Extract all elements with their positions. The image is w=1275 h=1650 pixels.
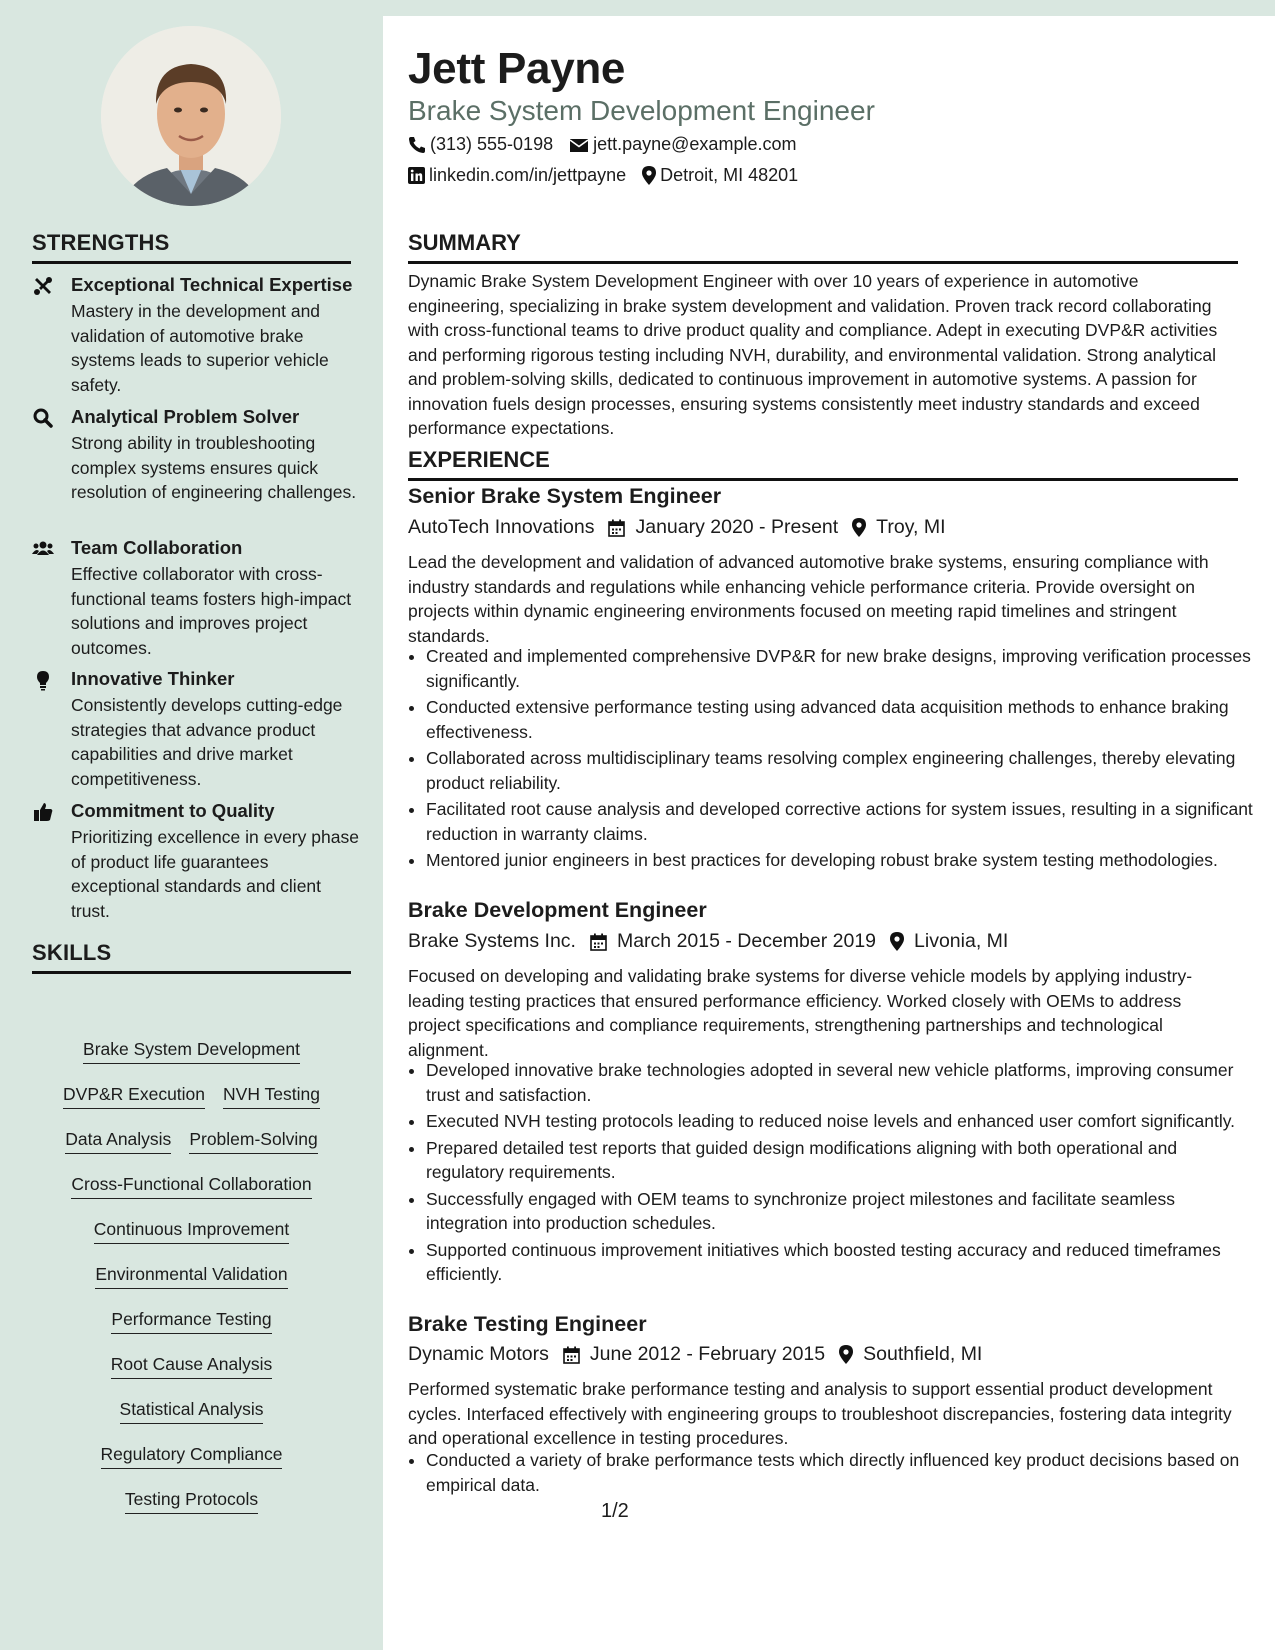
envelope-icon	[569, 137, 589, 153]
location-contact	[642, 165, 798, 186]
skill-tag: Cross-Functional Collaboration	[71, 1173, 311, 1199]
email-contact[interactable]	[569, 134, 796, 155]
summary-heading: SUMMARY	[408, 230, 1238, 264]
bullet-item: • Developed innovative brake technologies adopted in several new vehicle platforms, improving consumer trust and satisfaction.	[426, 1058, 1256, 1107]
bullet-item: • Collaborated across multidisciplinary teams resolving complex engineering challenges, thereby elevating product reliability.	[426, 746, 1256, 795]
job-description: Performed systematic brake performance testing and analysis to support essential product development cycles. Interfaced effectively with engineering groups to troubleshoot discrepancies, fostering data integrity and operational excellence in testing procedures.	[408, 1379, 1232, 1448]
job-title-header: Brake System Development Engineer	[408, 95, 875, 126]
job-bullets	[408, 644, 1256, 875]
job-meta	[408, 1343, 996, 1366]
linkedin-contact[interactable]	[408, 165, 626, 186]
strength-title: Commitment to Quality	[71, 800, 275, 821]
strength-title: Analytical Problem Solver	[71, 406, 300, 427]
page-number: 1/2	[601, 1500, 629, 1522]
map-pin-icon	[642, 166, 656, 185]
company-name: AutoTech Innovations	[408, 516, 595, 538]
phone-contact[interactable]	[408, 134, 553, 155]
job-title: Brake Development Engineer	[408, 898, 707, 922]
skill-tag: NVH Testing	[223, 1083, 320, 1109]
bullet-item: • Facilitated root cause analysis and developed corrective actions for system issues, resulting in a significant reduction in warranty claims.	[426, 797, 1256, 846]
bullet-item: • Conducted extensive performance testing using advanced data acquisition methods to enhance braking effectiveness.	[426, 695, 1256, 744]
bullet-item: • Successfully engaged with OEM teams to synchronize project milestones and facilitate seamless integration into production schedules.	[426, 1187, 1256, 1236]
thumbs-up-icon	[32, 801, 54, 823]
skill-tag: Statistical Analysis	[120, 1398, 264, 1424]
contact-row	[408, 134, 812, 155]
contact-row	[408, 165, 814, 186]
location-text: Detroit, MI 48201	[660, 165, 799, 185]
calendar-icon	[608, 519, 625, 537]
email-text: jett.payne@example.com	[593, 134, 797, 154]
bullet-item: • Mentored junior engineers in best practices for developing robust brake system testing methodologies.	[426, 848, 1256, 873]
strength-desc: Strong ability in troubleshooting complex systems ensures quick resolution of engineering challenges.	[71, 433, 357, 502]
candidate-name: Jett Payne	[408, 44, 626, 93]
company-name: Dynamic Motors	[408, 1343, 549, 1365]
bullet-item: • Executed NVH testing protocols leading to reduced noise levels and enhanced user comfort significantly.	[426, 1109, 1256, 1134]
bullet-item: • Prepared detailed test reports that guided design modifications aligning with both operational and regulatory requirements.	[426, 1136, 1256, 1185]
job-location: Troy, MI	[876, 516, 946, 538]
strength-title: Innovative Thinker	[71, 668, 235, 689]
skills-list	[32, 1038, 351, 1533]
map-pin-icon	[852, 518, 866, 537]
skill-tag: Testing Protocols	[125, 1488, 258, 1514]
linkedin-text: linkedin.com/in/jettpayne	[429, 165, 627, 185]
tools-icon	[32, 275, 54, 297]
phone-text: (313) 555-0198	[430, 134, 554, 154]
strength-desc: Mastery in the development and validation of automotive brake systems leads to superior vehicle safety.	[71, 301, 329, 395]
sidebar	[0, 0, 383, 1650]
linkedin-icon	[408, 167, 425, 184]
skill-tag: Data Analysis	[65, 1128, 171, 1154]
job-title: Brake Testing Engineer	[408, 1312, 647, 1336]
job-dates: January 2020 - Present	[635, 516, 839, 538]
job-description: Lead the development and validation of advanced automotive brake systems, ensuring compliance with industry standards and regulations while enhancing vehicle performance criteria. Provide oversight on projects within dynamic engineering environments focused on meeting rapid timelines and stringent standards.	[408, 552, 1209, 646]
skills-heading: SKILLS	[32, 940, 351, 974]
strength-title: Team Collaboration	[71, 537, 243, 558]
phone-icon	[408, 136, 426, 154]
map-pin-icon	[839, 1345, 853, 1364]
avatar	[101, 26, 281, 206]
bullet-item: • Supported continuous improvement initiatives which boosted testing accuracy and reduced timeframes efficiently.	[426, 1238, 1256, 1287]
job-description: Focused on developing and validating brake systems for diverse vehicle models by applying industry-leading testing practices that ensured performance efficiency. Worked closely with OEMs to address project specifications and compliance requirements, strengthening partnerships and technological alignment.	[408, 966, 1193, 1060]
summary-text: Dynamic Brake System Development Engineer with over 10 years of experience in automotive engineering, specializing in brake system development and validation. Proven track record collaborating with cross-functional teams to drive product quality and compliance. Adept in executing DVP&R activities and performing rigorous testing including NVH, durability, and environmental validation. Strong analytical and problem-solving skills, dedicated to continuous improvement in automotive systems. A passion for innovation fuels design processes, ensuring systems consistently meet industry standards and exceed performance expectations.	[408, 271, 1218, 438]
search-icon	[32, 407, 54, 429]
skill-tag: DVP&R Execution	[63, 1083, 205, 1109]
bullet-item: • Created and implemented comprehensive DVP&R for new brake designs, improving verification processes significantly.	[426, 644, 1256, 693]
skill-tag: Brake System Development	[83, 1038, 300, 1064]
calendar-icon	[563, 1346, 580, 1364]
company-name: Brake Systems Inc.	[408, 930, 576, 952]
skill-tag: Root Cause Analysis	[111, 1353, 272, 1379]
strength-desc: Effective collaborator with cross-functional teams fosters high-impact solutions and improves project outcomes.	[71, 564, 352, 658]
job-dates: March 2015 - December 2019	[616, 930, 877, 952]
job-meta	[408, 516, 960, 539]
job-dates: June 2012 - February 2015	[589, 1343, 826, 1365]
job-bullets	[408, 1058, 1256, 1289]
job-location: Southfield, MI	[863, 1343, 983, 1365]
skill-tag: Performance Testing	[111, 1308, 271, 1334]
skill-tag: Regulatory Compliance	[101, 1443, 283, 1469]
skill-tag: Environmental Validation	[95, 1263, 287, 1289]
job-location: Livonia, MI	[914, 930, 1009, 952]
skill-tag: Problem-Solving	[189, 1128, 317, 1154]
skill-tag: Continuous Improvement	[94, 1218, 290, 1244]
main-content	[383, 16, 1275, 1650]
job-title: Senior Brake System Engineer	[408, 484, 722, 508]
strengths-heading: STRENGTHS	[32, 230, 351, 264]
users-icon	[32, 538, 54, 560]
strength-title: Exceptional Technical Expertise	[71, 274, 353, 295]
experience-heading: EXPERIENCE	[408, 447, 1238, 481]
job-meta	[408, 930, 1022, 953]
bullet-item: • Conducted a variety of brake performance tests which directly influenced key product decisions based on empirical data.	[426, 1448, 1256, 1497]
strength-desc: Prioritizing excellence in every phase of product life guarantees exceptional standards and client trust.	[71, 827, 359, 921]
map-pin-icon	[890, 932, 904, 951]
calendar-icon	[590, 933, 607, 951]
strength-desc: Consistently develops cutting-edge strategies that advance product capabilities and drive market competitiveness.	[71, 695, 343, 789]
lightbulb-icon	[32, 669, 54, 691]
job-bullets	[408, 1448, 1256, 1499]
